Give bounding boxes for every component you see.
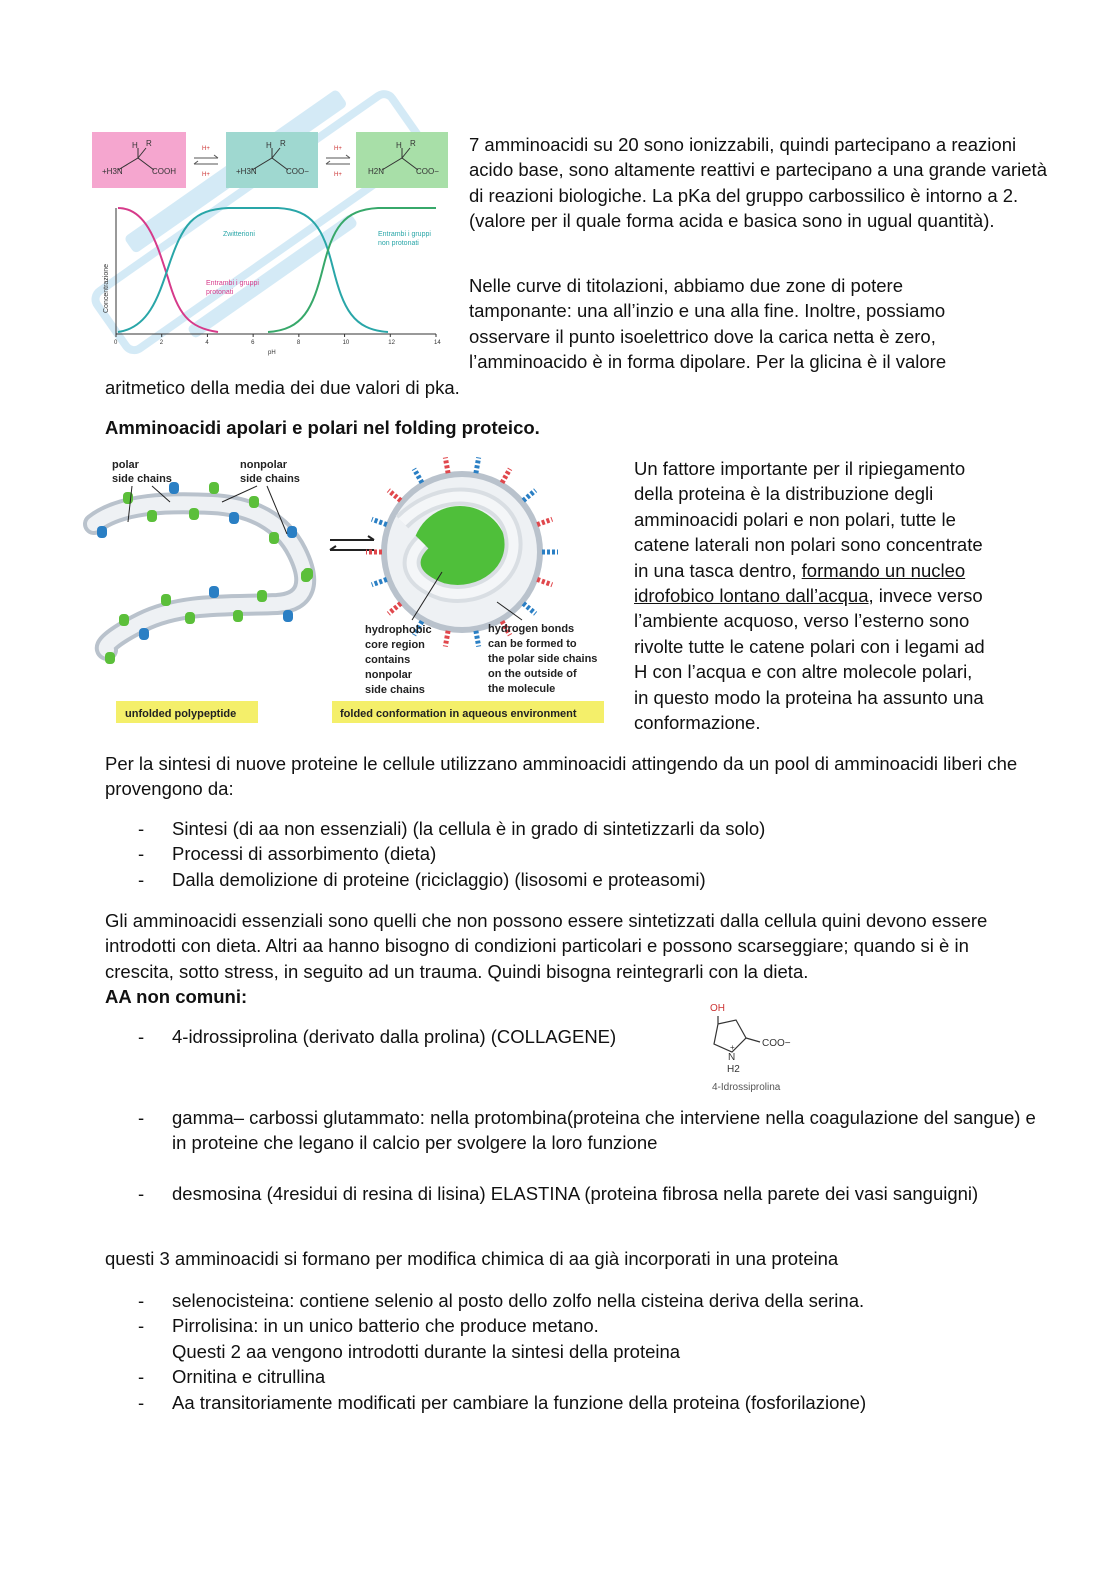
form1-h: H xyxy=(132,141,138,150)
list-item: - Sintesi (di aa non essenziali) (la cellula è in grado di sintetizzarli da solo) xyxy=(138,818,766,839)
form1-nh3: +H3N xyxy=(102,167,123,176)
hydroxyproline-structure xyxy=(700,998,810,1096)
polar-side-chain xyxy=(287,526,297,538)
polar-side-chain xyxy=(139,628,149,640)
surface-polar-chain xyxy=(523,603,535,613)
titration-paragraph-tail: aritmetico della media dei due valori di pka. xyxy=(105,377,460,398)
modification-note: questi 3 amminoacidi si formano per modifica chimica di aa già incorporati in una proteina xyxy=(105,1248,839,1269)
list-item: - Pirrolisina: in un unico batterio che produce metano. Questi 2 aa vengono introdotti durante la sintesi della proteina xyxy=(138,1315,681,1362)
folding-line-11: conformazione. xyxy=(634,712,761,734)
titration-line-2: tamponante: una all’inzio e una alla fine. Inoltre, possiamo xyxy=(469,300,946,322)
surface-polar-chain xyxy=(372,579,387,584)
x-tick-label: 4 xyxy=(205,340,209,346)
titration-line-1: Nelle curve di titolazioni, abbiamo due zone di potere xyxy=(469,275,903,296)
polar-side-chain xyxy=(209,586,219,598)
folding-line-1: Un fattore importante per il ripiegamento xyxy=(634,458,966,479)
protonated-label-1: Entrambi i gruppi xyxy=(206,280,259,287)
surface-polar-chain xyxy=(414,469,422,483)
deprotonated-form-box xyxy=(356,132,448,188)
hydroxyproline-caption: 4-Idrossiprolina xyxy=(712,1082,781,1093)
core-label-5: side chains xyxy=(365,684,425,696)
hplus-2a: H+ xyxy=(334,146,342,152)
surface-polar-chain xyxy=(388,603,400,613)
polar-side-chain xyxy=(229,512,239,524)
polar-side-chain xyxy=(283,610,293,622)
hplus-1b: H+ xyxy=(202,172,210,178)
form3-h: H xyxy=(396,141,402,150)
unfolded-caption: unfolded polypeptide xyxy=(125,708,237,720)
hbond-label-3: the polar side chains xyxy=(488,653,598,665)
folding-heading: Amminoacidi apolari e polari nel folding proteico. xyxy=(105,417,540,438)
folding-line-3: amminoacidi polari e non polari, tutte le xyxy=(634,508,956,530)
core-label-2: core region xyxy=(365,639,425,651)
x-tick-label: 14 xyxy=(434,340,441,346)
folded-caption: folded conformation in aqueous environment xyxy=(340,708,577,720)
x-tick-label: 8 xyxy=(296,340,301,346)
titration-figure xyxy=(88,128,450,360)
folding-line-5: in una tasca dentro, formando un nucleo xyxy=(634,559,966,581)
nonpolar-side-chain xyxy=(119,614,129,626)
intro-paragraph: 7 amminoacidi su 20 sono ionizzabili, quindi partecipano a reazioni acido base, sono altamente reattivi e partecipano a una grande varietà di reazioni biologiche. La pKa del gruppo carbossilico è intorno a 2. (valore per il quale forma acida e basica sono in ugual quantità). xyxy=(469,134,1047,232)
nonpolar-side-chain xyxy=(105,652,115,664)
uncommon-list-3 xyxy=(105,1181,1040,1206)
nonpolar-side-chain xyxy=(257,590,267,602)
surface-polar-chain xyxy=(523,490,535,500)
uncommon-aa-heading: AA non comuni: xyxy=(105,986,248,1007)
titration-line-4: l’amminoacido è in forma dipolare. Per la glicina è il valore xyxy=(469,351,947,373)
zwitterion-curve xyxy=(118,208,388,332)
x-ticks xyxy=(114,334,441,346)
protonated-label-2: protonati xyxy=(206,289,234,296)
folding-line-7: l’ambiente acquoso, verso l’esterno sono xyxy=(634,610,970,632)
hbond-label-2: can be formed to xyxy=(488,638,577,650)
form2-nh3: +H3N xyxy=(236,167,257,176)
hbond-label-5: the molecule xyxy=(488,683,556,695)
deprotonated-curve xyxy=(268,208,436,332)
surface-polar-chain xyxy=(476,457,479,473)
list-item: - Aa transitoriamente modificati per cambiare la funzione della proteina (fosforilazione) xyxy=(138,1391,867,1413)
synthesis-paragraph: Per la sintesi di nuove proteine le cellule utilizzano amminoacidi attingendo da un pool di amminoacidi liberi che provengono da: xyxy=(105,753,1018,800)
nonpolar-label-2: side chains xyxy=(240,473,300,485)
surface-polar-chain xyxy=(388,490,400,500)
polar-label-1: polar xyxy=(112,459,139,471)
list-item: - Processi di assorbimento (dieta) xyxy=(138,843,437,865)
form1-cooh: COOH xyxy=(152,167,176,176)
nonpolar-side-chain xyxy=(249,496,259,508)
nonpolar-side-chain xyxy=(303,568,313,580)
oh-label: OH xyxy=(710,1003,725,1014)
folding-line-9: H con l’acqua e con altre molecole polari, xyxy=(634,661,973,683)
nonpolar-side-chain xyxy=(233,610,243,622)
hbond-label-1: hydrogen bonds xyxy=(488,623,575,635)
nonpolar-side-chain xyxy=(147,510,157,522)
form2-r: R xyxy=(280,139,286,148)
nonpolar-side-chain xyxy=(209,482,219,494)
other-aa-list xyxy=(105,1288,1040,1415)
hbond-label-4: on the outside of xyxy=(488,668,577,680)
form3-r: R xyxy=(410,139,416,148)
sources-list xyxy=(105,816,1035,892)
nonpolar-side-chain xyxy=(185,612,195,624)
list-item: - gamma– carbossi glutammato: nella protombina(proteina che interviene nella coagulazione del sangue) e in proteine che legano il calcio per svolgere la loro funzione xyxy=(138,1107,1036,1154)
surface-polar-chain xyxy=(502,469,510,483)
list-item: - 4-idrossiprolina (derivato dalla prolina) (COLLAGENE) xyxy=(138,1026,617,1047)
form3-coo: COO− xyxy=(416,167,439,176)
h2-label: H2 xyxy=(727,1064,740,1075)
nonpolar-side-chain xyxy=(161,594,171,606)
form2-h: H xyxy=(266,141,272,150)
titration-line-3: osservare il punto isoelettrico dove la carica netta è zero, xyxy=(469,325,936,347)
hydrophobic-core-underline-2: idrofobico lontano dall’acqua xyxy=(634,585,869,607)
y-axis-label: Concentrazione xyxy=(103,263,110,313)
surface-polar-chain xyxy=(445,457,448,473)
plus-label: + xyxy=(730,1043,735,1052)
surface-polar-chain xyxy=(372,519,387,524)
surface-polar-chain xyxy=(537,579,552,584)
deprotonated-label-1: Entrambi i gruppi xyxy=(378,231,431,238)
polar-side-chain xyxy=(97,526,107,538)
nonpolar-side-chain xyxy=(189,508,199,520)
coo-label: COO− xyxy=(762,1038,791,1049)
titration-paragraph xyxy=(469,273,1059,375)
zwitterion-form-box xyxy=(226,132,318,188)
hydrophobic-core-underline-1: formando un nucleo xyxy=(801,559,966,581)
pyrrolysine-subline: Questi 2 aa vengono introdotti durante la sintesi della proteina xyxy=(172,1340,681,1362)
folding-figure xyxy=(82,452,612,728)
deprotonated-label-2: non protonati xyxy=(378,240,419,247)
folding-line-8: rivolte tutte le catene polari con i legami ad xyxy=(634,635,985,657)
core-label-3: contains xyxy=(365,654,411,666)
polar-label-2: side chains xyxy=(112,473,172,485)
uncommon-list-1 xyxy=(105,1024,705,1049)
folding-line-4: catene laterali non polari sono concentrate xyxy=(634,534,983,556)
list-item: - desmosina (4residui di resina di lisina) ELASTINA (proteina fibrosa nella parete dei vasi sanguigni) xyxy=(138,1183,979,1204)
core-label-1: hydrophobic xyxy=(365,624,432,636)
list-item: - Dalla demolizione di proteine (riciclaggio) (lisosomi e proteasomi) xyxy=(138,868,706,890)
nonpolar-label-1: nonpolar xyxy=(240,459,288,471)
x-tick-label: 12 xyxy=(388,340,395,346)
form1-r: R xyxy=(146,139,152,148)
x-tick-label: 6 xyxy=(251,340,255,346)
list-item: - selenocisteina: contiene selenio al posto dello zolfo nella cisteina deriva della serina. xyxy=(138,1290,865,1311)
hplus-2b: H+ xyxy=(334,172,342,178)
surface-polar-chain xyxy=(537,519,552,524)
folding-line-2: della proteina è la distribuzione degli xyxy=(634,483,934,505)
form3-h2n: H2N xyxy=(368,167,385,176)
x-tick-label: 10 xyxy=(342,340,350,346)
zwitterion-label: Zwitterioni xyxy=(223,231,255,238)
protonated-form-box xyxy=(92,132,186,188)
list-item: - Ornitina e citrullina xyxy=(138,1366,326,1388)
folding-line-6: idrofobico lontano dall’acqua, invece verso xyxy=(634,585,983,607)
x-tick-label: 0 xyxy=(114,340,118,346)
n-label: N xyxy=(728,1052,736,1063)
surface-polar-chain xyxy=(445,631,448,647)
x-axis-label: pH xyxy=(268,350,276,356)
surface-polar-chain xyxy=(476,631,479,647)
folding-line-10: in questo modo la proteina ha assunto una xyxy=(634,686,984,708)
uncommon-list-2 xyxy=(105,1105,1040,1156)
x-tick-label: 2 xyxy=(159,340,164,346)
nonpolar-side-chain xyxy=(269,532,279,544)
essential-aa-paragraph: Gli amminoacidi essenziali sono quelli che non possono essere sintetizzati dalla cellula quini devono essere introdotti con dieta. Altri aa hanno bisogno di condizioni particolari e possono scarseggiare; quando si è in crescita, sotto stress, in seguito ad un trauma. Quindi bisogna reintegrarli con la dieta. xyxy=(105,910,988,982)
form2-coo: COO− xyxy=(286,167,309,176)
core-label-4: nonpolar xyxy=(365,669,413,681)
folding-paragraph xyxy=(634,456,1054,735)
hplus-1a: H+ xyxy=(202,146,210,152)
